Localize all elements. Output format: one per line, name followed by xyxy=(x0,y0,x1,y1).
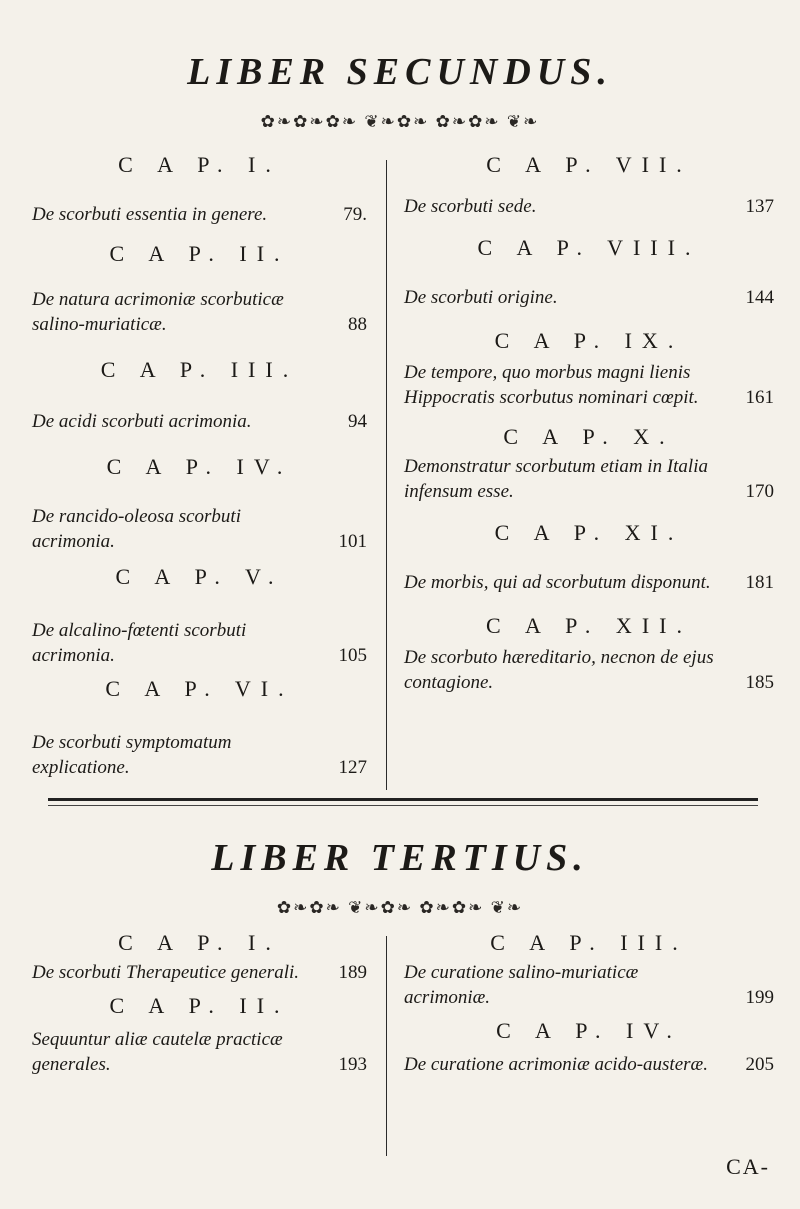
ornament-band: ✿❧✿❧ ❦❧✿❧ ✿❧✿❧ ❦❧ xyxy=(276,898,524,917)
chapter-heading: C A P. IX. xyxy=(494,328,684,353)
toc-entry[interactable] xyxy=(404,1016,774,1077)
page-number: 101 xyxy=(338,531,367,552)
chapter-heading: C A P. IV. xyxy=(496,1018,682,1043)
chapter-title: De acidi scorbuti acrimonia. xyxy=(32,411,252,432)
toc-entry[interactable] xyxy=(404,150,774,219)
page-number: 144 xyxy=(745,287,774,308)
chapter-title: Demonstratur scorbutum etiam in Italia infensum esse. xyxy=(404,456,708,502)
toc-entry[interactable] xyxy=(32,239,367,337)
toc-entry[interactable] xyxy=(32,355,367,434)
toc-entry[interactable] xyxy=(404,518,774,595)
liber-secundus-toc xyxy=(22,150,782,800)
section-divider xyxy=(48,798,758,806)
toc-right-column xyxy=(404,928,774,1083)
column-divider xyxy=(386,160,387,790)
chapter-title: De scorbuti Therapeutice generali. xyxy=(32,962,300,983)
page-number: 88 xyxy=(348,314,367,335)
chapter-heading: C A P. XI. xyxy=(494,520,684,545)
chapter-title: De scorbuti essentia in genere. xyxy=(32,204,268,225)
page-number: 94 xyxy=(348,411,367,432)
toc-entry[interactable] xyxy=(32,562,367,668)
chapter-heading: C A P. VIII. xyxy=(477,235,701,260)
chapter-title: De scorbuto hæreditario, necnon de ejus contagione. xyxy=(404,647,714,693)
chapter-title: De alcalino-fœtenti scorbuti acrimonia. xyxy=(32,620,247,666)
chapter-heading: C A P. VII. xyxy=(486,152,692,177)
chapter-title: Sequuntur aliæ cautelæ practicæ generales. xyxy=(32,1029,283,1075)
chapter-heading: C A P. XII. xyxy=(486,613,692,638)
chapter-title: De scorbuti sede. xyxy=(404,196,537,217)
toc-entry[interactable] xyxy=(32,991,367,1077)
liber-tertius-title: LIBER TERTIUS. xyxy=(211,837,589,879)
chapter-heading: C A P. V. xyxy=(115,564,284,589)
chapter-heading: C A P. III. xyxy=(490,930,688,955)
chapter-title: De tempore, quo morbus magni lienis Hippocratis scorbutus nominari cœpit. xyxy=(404,362,699,408)
toc-entry[interactable] xyxy=(404,233,774,310)
page-number: 161 xyxy=(745,387,774,408)
chapter-title: De morbis, qui ad scorbutum disponunt. xyxy=(404,572,711,593)
column-divider xyxy=(386,936,387,1156)
chapter-title: De scorbuti symptomatum explicatione. xyxy=(32,732,232,778)
toc-entry[interactable] xyxy=(32,150,367,227)
page-number: 181 xyxy=(745,572,774,593)
page-number: 137 xyxy=(745,196,774,217)
page-number: 170 xyxy=(745,481,774,502)
toc-entry[interactable] xyxy=(404,422,774,504)
page-number: 193 xyxy=(338,1054,367,1075)
chapter-heading: C A P. I. xyxy=(118,930,281,955)
liber-secundus-title: LIBER SECUNDUS. xyxy=(187,51,613,93)
toc-entry[interactable] xyxy=(404,928,774,1010)
chapter-heading: C A P. VI. xyxy=(105,676,294,701)
toc-entry[interactable] xyxy=(32,928,367,985)
page-number: 79. xyxy=(343,204,367,225)
page-number: 189 xyxy=(338,962,367,983)
toc-entry[interactable] xyxy=(404,611,774,695)
toc-entry[interactable] xyxy=(32,452,367,554)
catchword: CA- xyxy=(726,1154,770,1179)
page-number: 105 xyxy=(338,645,367,666)
ornament-band: ✿❧✿❧✿❧ ❦❧✿❧ ✿❧✿❧ ❦❧ xyxy=(260,112,540,131)
page-number: 127 xyxy=(338,757,367,778)
chapter-heading: C A P. III. xyxy=(100,357,299,382)
toc-left-column xyxy=(32,928,367,1083)
toc-left-column xyxy=(32,150,367,786)
chapter-title: De curatione acrimoniæ acido-austeræ. xyxy=(404,1054,708,1075)
chapter-title: De curatione salino-muriaticæ acrimoniæ. xyxy=(404,962,639,1008)
chapter-title: De natura acrimoniæ scorbuticæ salino-muriaticæ. xyxy=(32,289,284,335)
liber-tertius-toc xyxy=(22,928,782,1178)
chapter-heading: C A P. I. xyxy=(118,152,281,177)
page-number: 185 xyxy=(745,672,774,693)
toc-right-column xyxy=(404,150,774,701)
toc-entry[interactable] xyxy=(32,674,367,780)
toc-entry[interactable] xyxy=(404,326,774,410)
chapter-title: De scorbuti origine. xyxy=(404,287,558,308)
page-number: 199 xyxy=(745,987,774,1008)
chapter-heading: C A P. II. xyxy=(109,993,290,1018)
chapter-heading: C A P. X. xyxy=(503,424,675,449)
chapter-heading: C A P. IV. xyxy=(106,454,293,479)
chapter-heading: C A P. II. xyxy=(109,241,290,266)
page-number: 205 xyxy=(745,1054,774,1075)
chapter-title: De rancido-oleosa scorbuti acrimonia. xyxy=(32,506,241,552)
